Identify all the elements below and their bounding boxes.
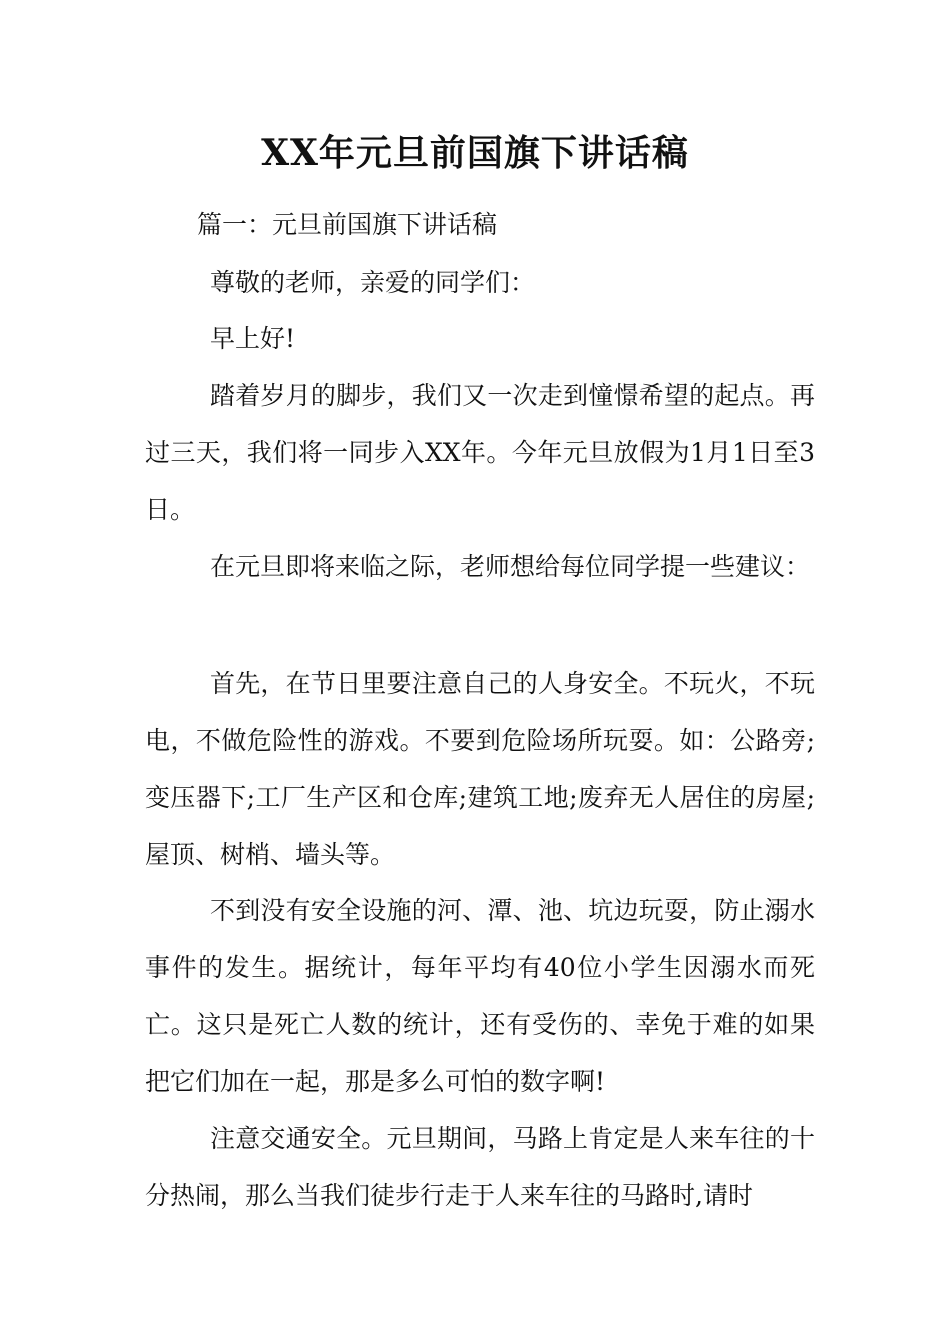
paragraph-personal-safety: 首先，在节日里要注意自己的人身安全。不玩火，不玩电，不做危险性的游戏。不要到危险场所玩耍。如：公路旁;变压器下;工厂生产区和仓库;建筑工地;废弃无人居住的房屋;屋顶、树梢、墙头等。: [145, 669, 815, 869]
document-title: XX年元旦前国旗下讲话稿: [261, 132, 689, 174]
paragraph-suggestion-intro: 在元旦即将来临之际，老师想给每位同学提一些建议：: [210, 552, 811, 581]
paragraph-opening: 踏着岁月的脚步，我们又一次走到憧憬希望的起点。再过三天，我们将一同步入XX年。今年元旦放假为1月1日至3日。: [145, 381, 815, 524]
greeting: 早上好!: [210, 324, 296, 353]
paragraph-traffic-safety: 注意交通安全。元旦期间，马路上肯定是人来车往的十分热闹，那么当我们徒步行走于人来车往的马路时,请时: [145, 1124, 815, 1210]
section-heading: 篇一：元旦前国旗下讲话稿: [197, 210, 498, 239]
salutation: 尊敬的老师，亲爱的同学们：: [210, 268, 536, 297]
paragraph-water-safety: 不到没有安全设施的河、潭、池、坑边玩耍，防止溺水事件的发生。据统计，每年平均有40位小学生因溺水而死亡。这只是死亡人数的统计，还有受伤的、幸免于难的如果把它们加在一起，那是多么可怕的数字啊!: [145, 896, 815, 1096]
